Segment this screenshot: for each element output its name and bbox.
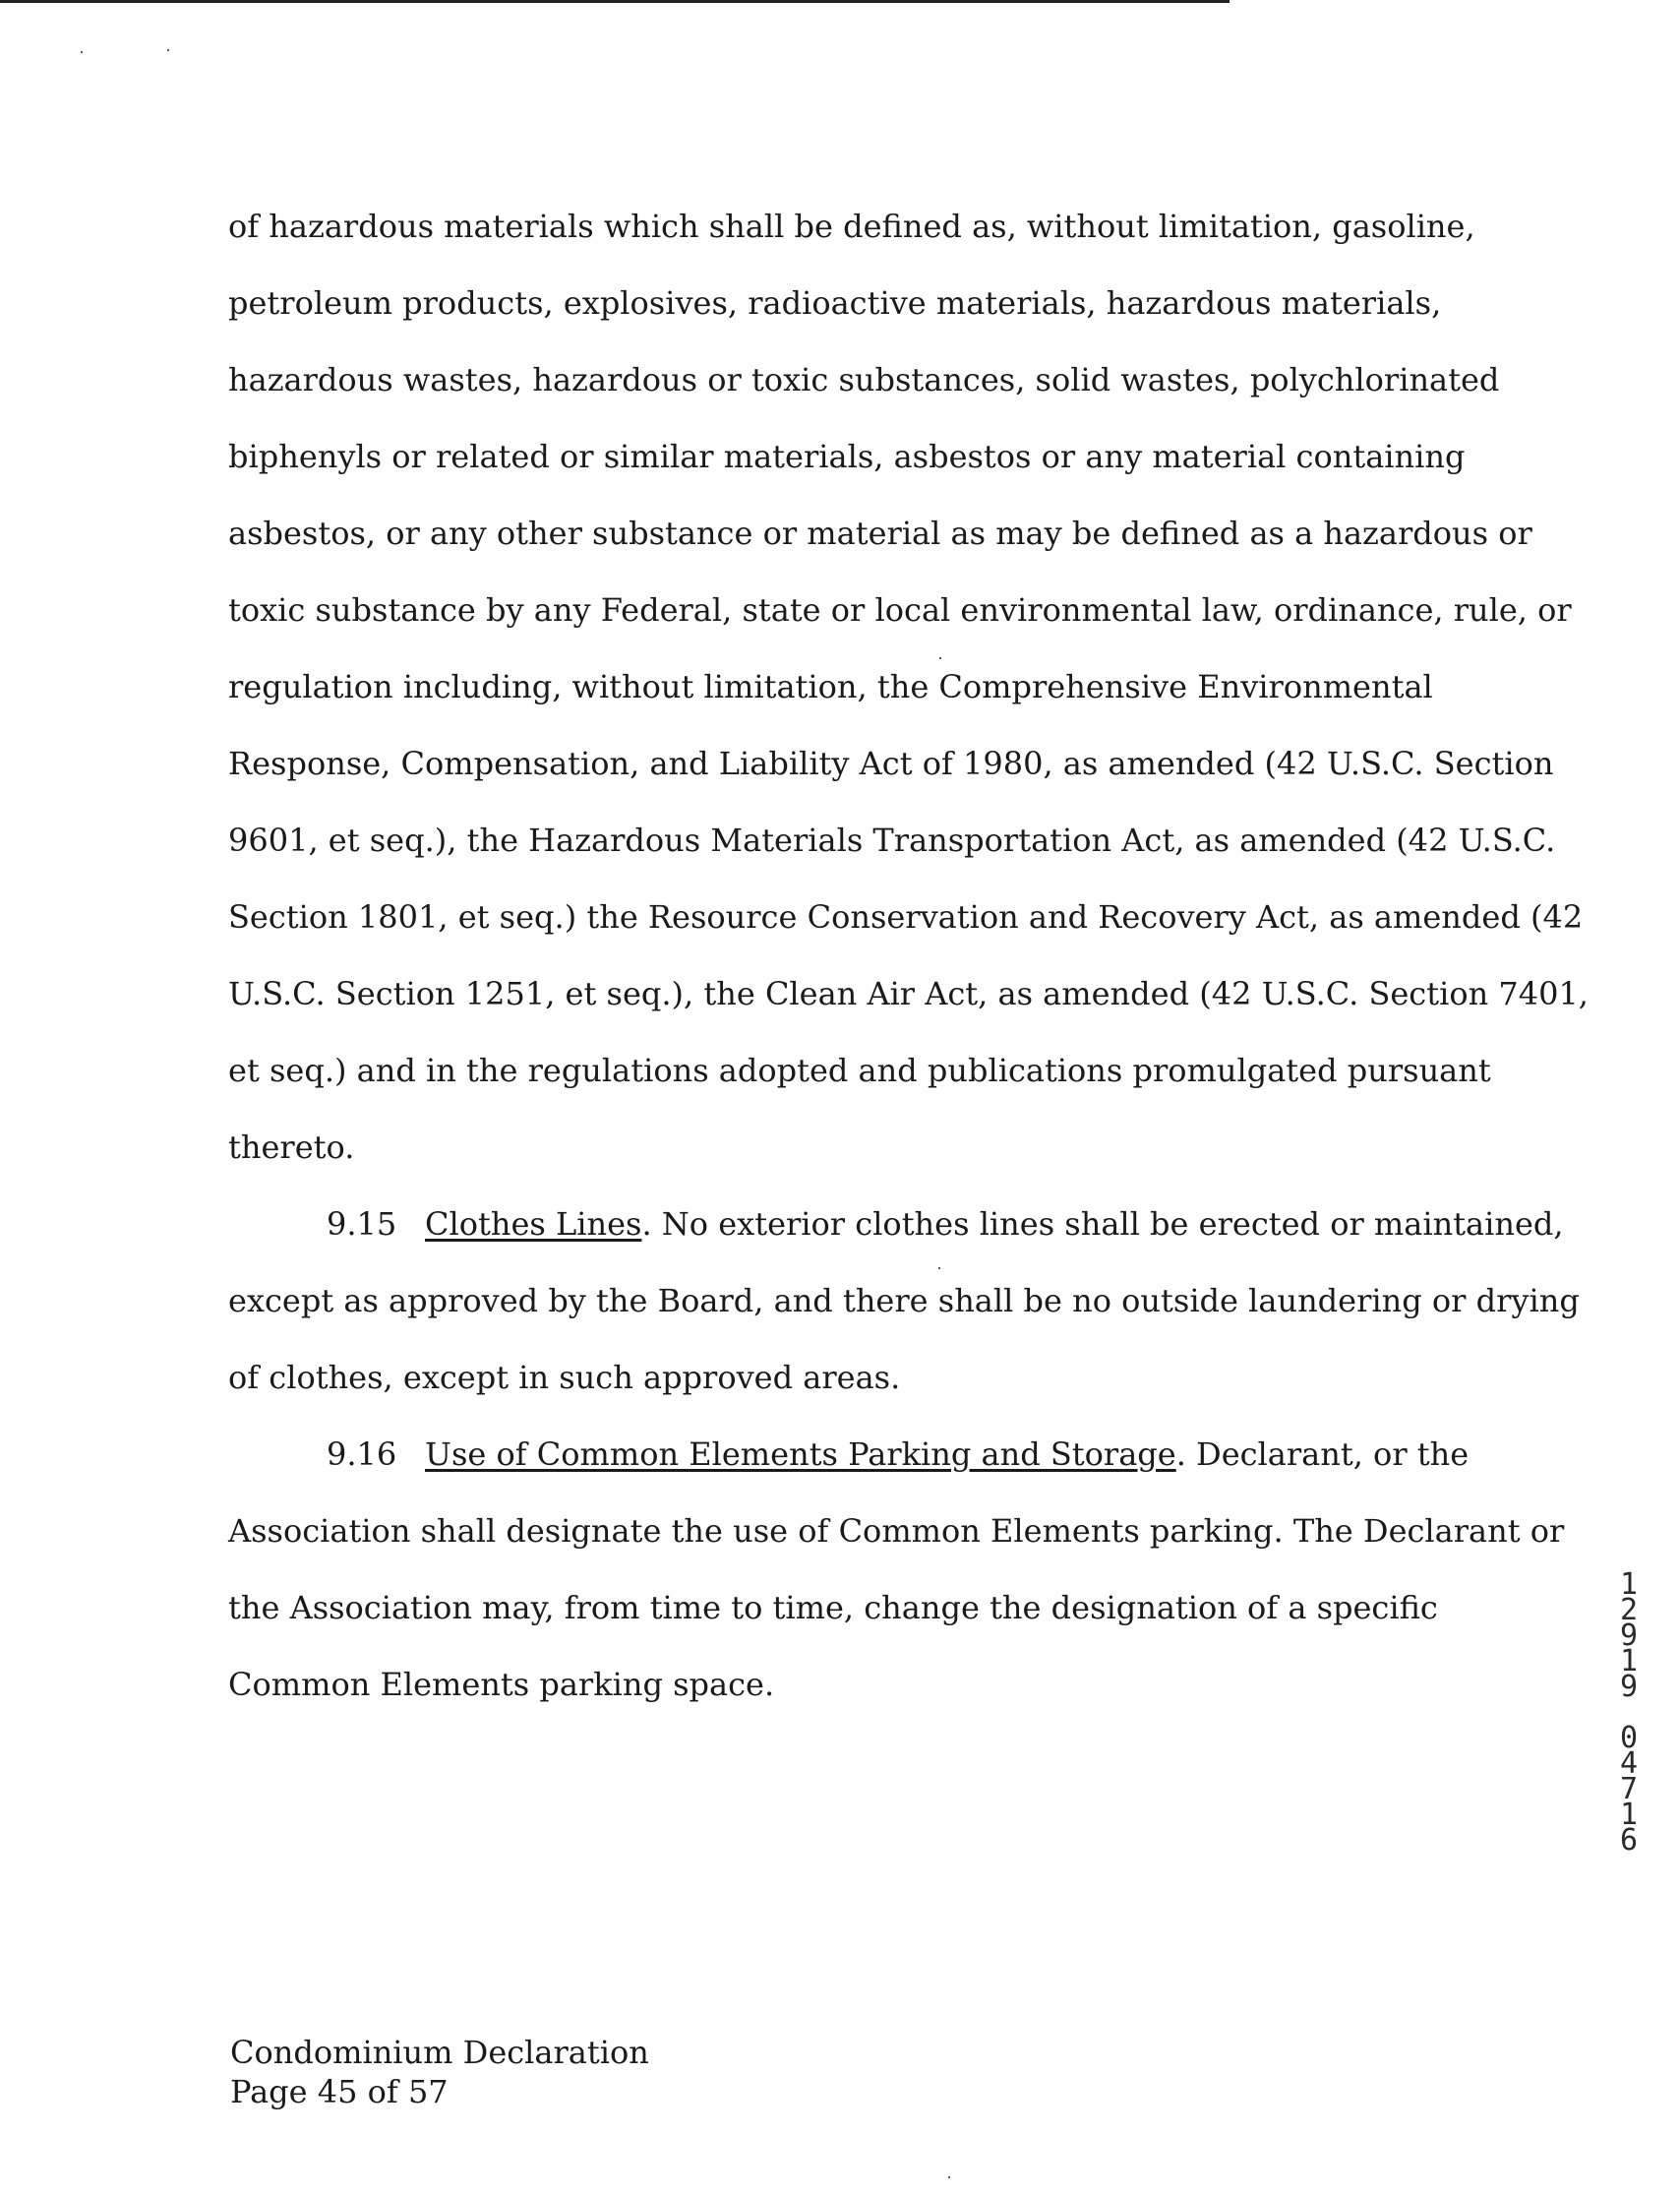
body-line: et seq.) and in the regulations adopted and publications promulgated pursuant — [228, 1052, 1491, 1089]
stamp-digit: 7 — [1619, 1772, 1639, 1806]
body-line: biphenyls or related or similar materials, asbestos or any material containing — [228, 438, 1466, 475]
section-number: 9.15 — [327, 1205, 397, 1243]
body-line: petroleum products, explosives, radioactive materials, hazardous materials, — [228, 284, 1442, 322]
scan-speck — [948, 2176, 950, 2178]
body-line: 9601, et seq.), the Hazardous Materials Transportation Act, as amended (42 U.S.C. — [228, 822, 1556, 859]
scan-speck — [167, 49, 169, 51]
section-9-16-first-line — [228, 1423, 1470, 1499]
section-heading: Use of Common Elements Parking and Storage — [425, 1435, 1176, 1473]
recording-stamp — [1609, 1567, 1649, 1858]
body-line: hazardous wastes, hazardous or toxic substances, solid wastes, polychlorinated — [228, 361, 1500, 398]
stamp-digit: 1 — [1619, 1567, 1639, 1602]
stamp-digit: 9 — [1619, 1618, 1639, 1653]
section-heading: Clothes Lines — [425, 1205, 642, 1243]
stamp-digit: 9 — [1619, 1670, 1639, 1704]
footer-document-title: Condominium Declaration — [230, 2034, 649, 2071]
stamp-digit: 1 — [1619, 1644, 1639, 1678]
stamp-digit: 1 — [1619, 1798, 1639, 1832]
body-line: U.S.C. Section 1251, et seq.), the Clean Air Act, as amended (42 U.S.C. Section 7401, — [228, 975, 1589, 1012]
body-line: asbestos, or any other substance or material as may be defined as a hazardous or — [228, 515, 1532, 552]
scan-speck — [81, 51, 83, 53]
section-text: . Declarant, or the — [1175, 1435, 1470, 1473]
page-footer — [230, 2033, 649, 2111]
document-body — [228, 195, 1589, 1730]
stamp-digit: 4 — [1619, 1746, 1639, 1781]
section-9-16-line: Association shall designate the use of Common Elements parking. The Declarant or — [228, 1512, 1565, 1550]
stamp-digit: 6 — [1619, 1823, 1639, 1858]
section-9-15-first-line — [228, 1192, 1564, 1269]
section-number: 9.16 — [327, 1435, 397, 1473]
section-9-16-line-last: Common Elements parking space. — [228, 1666, 775, 1703]
section-text: . No exterior clothes lines shall be erected or maintained, — [641, 1205, 1564, 1243]
body-line: toxic substance by any Federal, state or local environmental law, ordinance, rule, or — [228, 591, 1572, 629]
body-line: Response, Compensation, and Liability Act of 1980, as amended (42 U.S.C. Section — [228, 745, 1554, 782]
body-line: regulation including, without limitation, the Comprehensive Environmental — [228, 668, 1433, 705]
body-line: of hazardous materials which shall be defined as, without limitation, gasoline, — [228, 208, 1475, 245]
body-line: Section 1801, et seq.) the Resource Conservation and Recovery Act, as amended (42 — [228, 898, 1584, 936]
section-9-15-line: except as approved by the Board, and there shall be no outside laundering or drying — [228, 1282, 1580, 1319]
stamp-digit: 2 — [1619, 1593, 1639, 1627]
section-9-16-line: the Association may, from time to time, change the designation of a specific — [228, 1589, 1438, 1626]
body-line-last: thereto. — [228, 1128, 355, 1166]
stamp-digit: 0 — [1619, 1721, 1639, 1755]
top-scan-rule — [0, 0, 1230, 3]
footer-page-number: Page 45 of 57 — [230, 2073, 449, 2110]
section-9-15-line-last: of clothes, except in such approved areas. — [228, 1359, 901, 1396]
